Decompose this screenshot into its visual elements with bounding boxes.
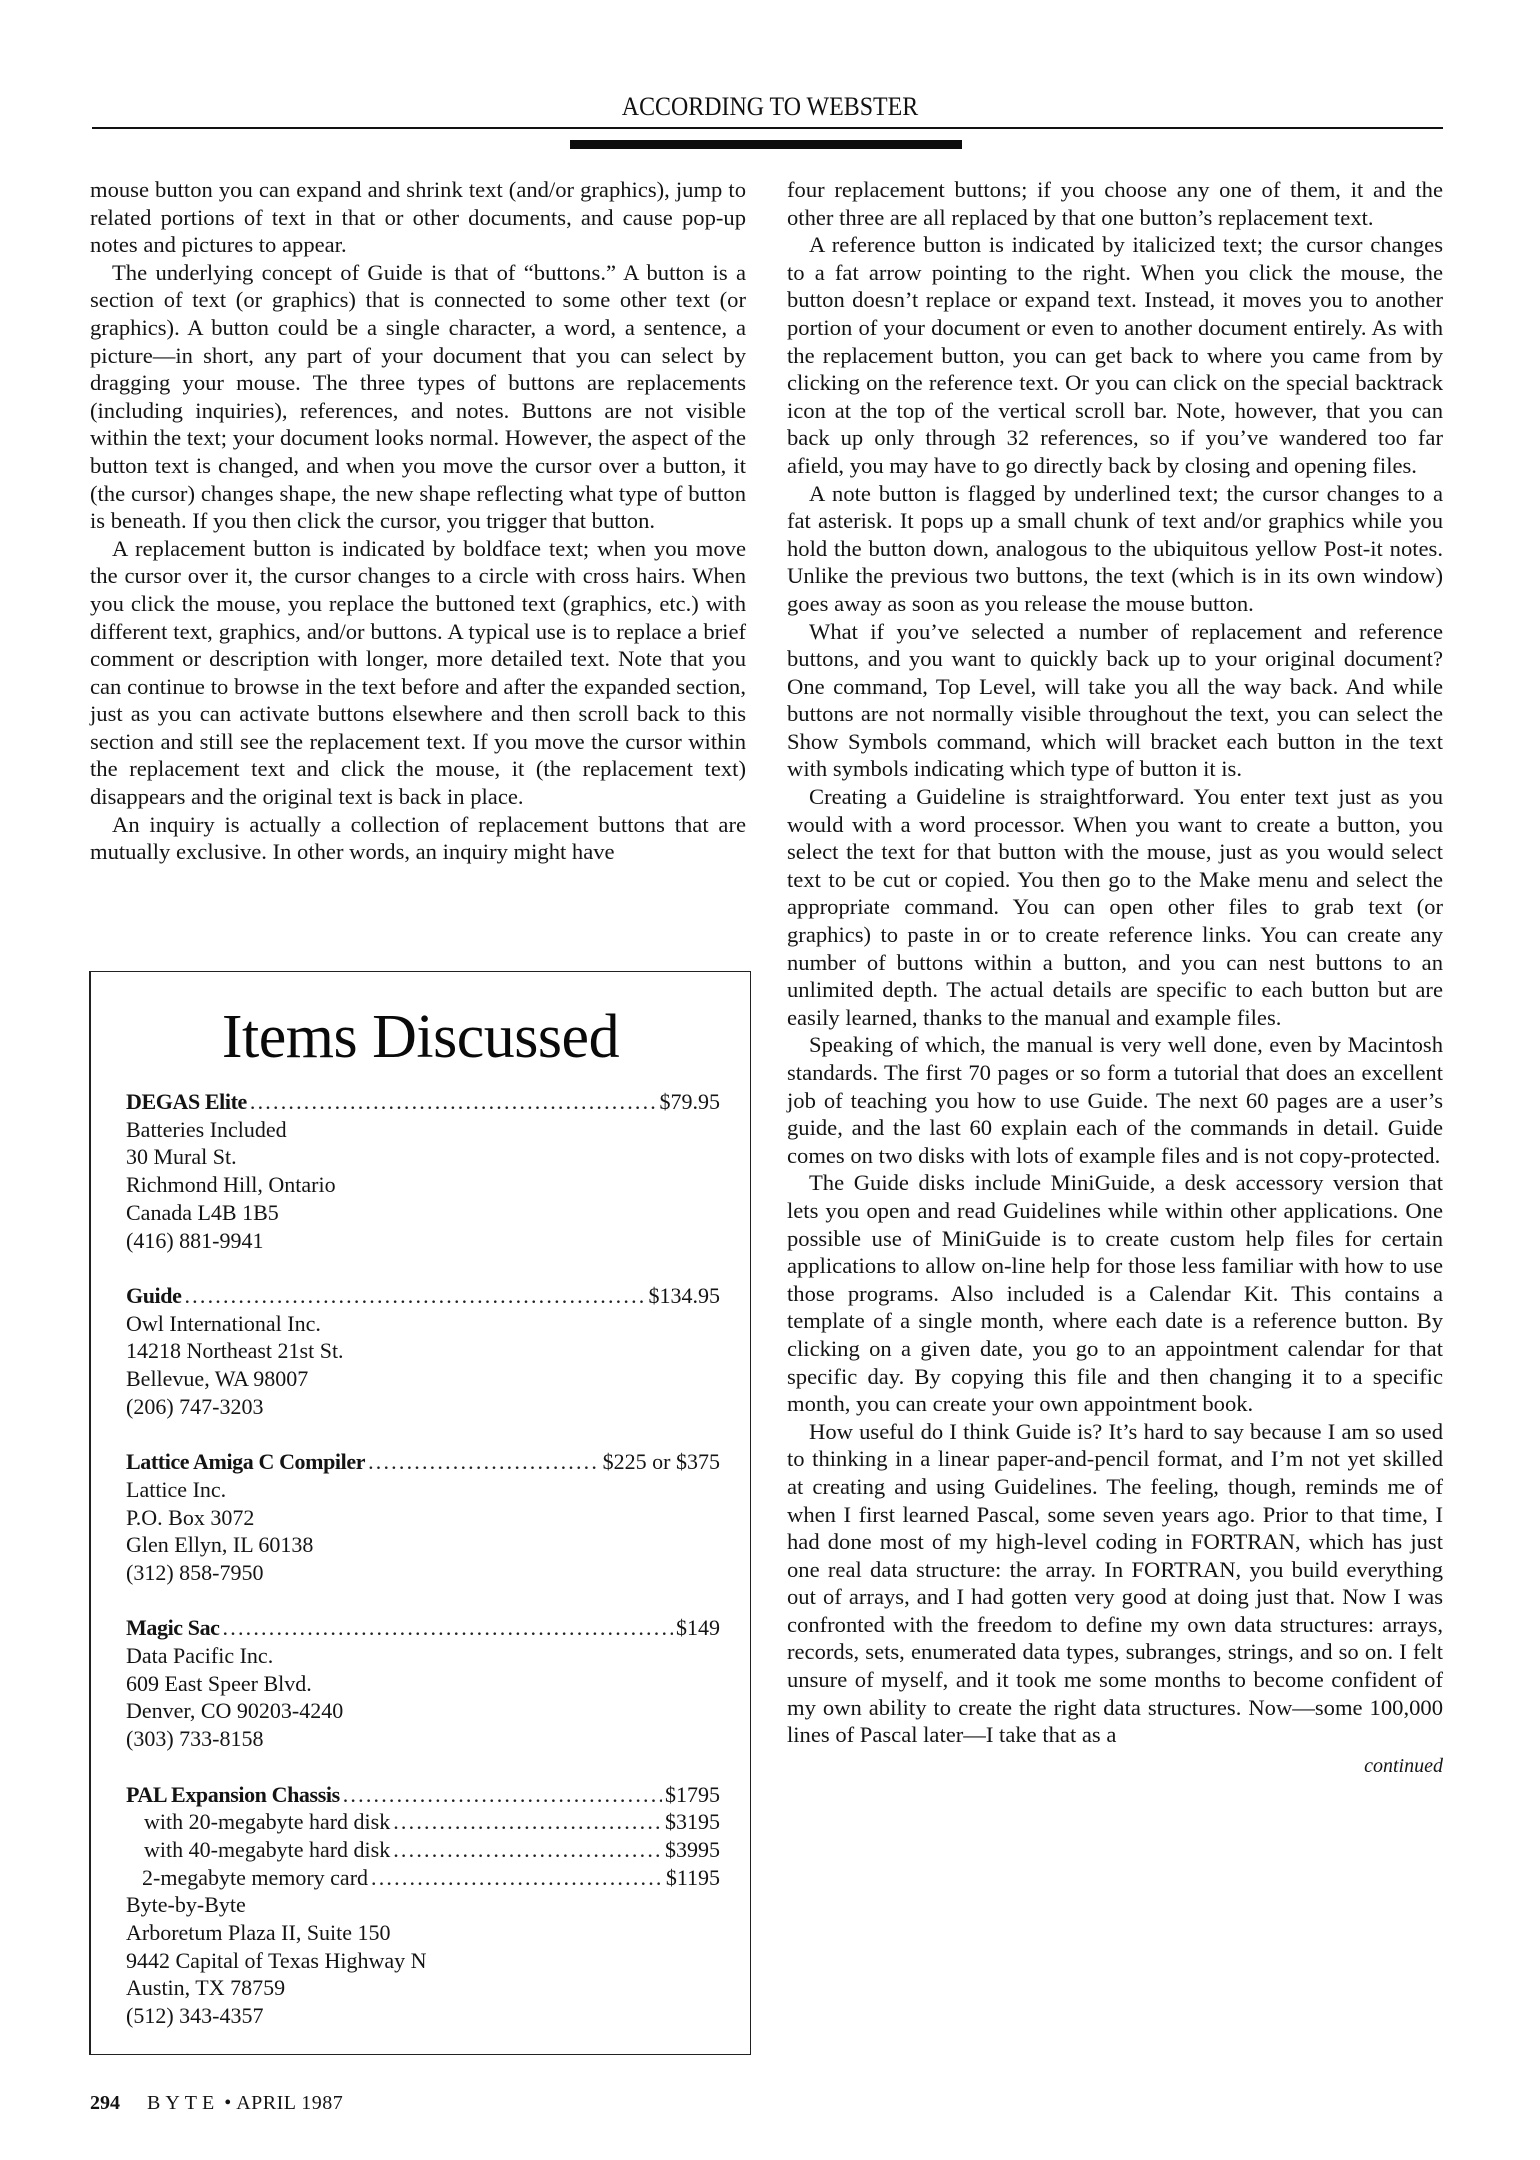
dot-leader — [371, 1864, 663, 1892]
product-name: PAL Expansion Chassis — [126, 1781, 340, 1807]
vendor-address-line: Canada L4B 1B5 — [126, 1199, 279, 1225]
article-column-left — [90, 176, 746, 866]
vendor-address-line: (512) 343-4357 — [126, 2003, 264, 2029]
dot-leader — [223, 1614, 673, 1642]
paragraph: Creating a Guideline is straightforward. You enter text just as you would with a word processor. When you want to create a button, you select the text for that button with the mouse, just as you would select text to be cut or copied. You then go to the Make menu and select the appropriate command. You can open other files to grab text (or graphics) to paste in or to create reference links. You can create any number of buttons within a button, and you can nest buttons to an unlimited depth. The actual details are specific to each button but are easily learned, thanks to the manual and example files. — [787, 784, 1443, 1030]
dot-leader — [393, 1836, 662, 1864]
vendor-address-line: Lattice Inc. — [126, 1476, 227, 1502]
option-price: $1195 — [665, 1864, 720, 1890]
vendor-address-line: Byte-by-Byte — [126, 1892, 246, 1918]
paragraph: Speaking of which, the manual is very well done, even by Macintosh standards. The first 70 pages or so form a tutorial that does an excellent job of teaching you how to use Guide. The next 60 pages are a user’s guide, and the last 60 explain each of the commands in detail. Guide comes on two disks with lots of example files and is not copy-protected. — [787, 1032, 1443, 1168]
product-price: $134.95 — [648, 1282, 720, 1308]
vendor-address-line: (312) 858-7950 — [126, 1559, 264, 1585]
product-entry — [126, 1088, 720, 1254]
header-rule — [92, 127, 1443, 129]
header-bar — [570, 140, 962, 149]
items-list — [126, 1088, 720, 2058]
option-price: $3995 — [665, 1836, 720, 1862]
issue-date: APRIL 1987 — [236, 2092, 344, 2114]
product-price: $149 — [676, 1615, 720, 1641]
option-label: with 40-megabyte hard disk — [144, 1836, 391, 1862]
product-price-line — [126, 1282, 720, 1310]
vendor-address-line: 30 Mural St. — [126, 1144, 237, 1170]
vendor-address-line: (303) 733-8158 — [126, 1726, 264, 1752]
paragraph: A note button is flagged by underlined text; the cursor changes to a fat asterisk. It pops up a small chunk of text and/or graphics while you hold the button down, analogous to the ubiquitous yellow Post-it notes. Unlike the previous two buttons, the text (which is in its own window) goes away as soon as you release the mouse button. — [787, 480, 1443, 616]
paragraph: A replacement button is indicated by boldface text; when you move the cursor over it, the cursor changes to a circle with cross hairs. When you click the mouse, you replace the buttoned text (graphics, etc.) with different text, graphics, and/or buttons. A typical use is to replace a brief comment or description with longer, more detailed text. Note that you can continue to browse in the text before and after the expanded section, just as you can activate buttons elsewhere and then scroll back to this section and still see the replacement text. If you move the cursor within the replacement text and click the mouse, it (the replacement text) disappears and the original text is back in place. — [90, 535, 746, 810]
paragraph: The Guide disks include MiniGuide, a desk accessory version that lets you open and read Guidelines while within other applications. One possible use of MiniGuide is to create custom help files for certain applications to allow on-line help for those less familiar with how to use those programs. Also included is a Calendar Kit. This contains a template of a single month, where each date is a reference button. By clicking on a given date, you go to an appointment calendar for that specific day. By copying this file and then changing it to a specific month, you can create your own appointment book. — [787, 1170, 1443, 1417]
vendor-address-line: Arboretum Plaza II, Suite 150 — [126, 1920, 391, 1946]
product-name: Lattice Amiga C Compiler — [126, 1449, 366, 1475]
product-price-line — [126, 1088, 720, 1116]
product-entry — [126, 1781, 720, 2030]
vendor-address-line: P.O. Box 3072 — [126, 1504, 255, 1530]
product-option-line — [126, 1836, 720, 1864]
dot-leader — [343, 1781, 662, 1809]
option-label: with 20-megabyte hard disk — [144, 1809, 391, 1835]
vendor-address-line: Bellevue, WA 98007 — [126, 1366, 309, 1392]
paragraph: mouse button you can expand and shrink text (and/or graphics), jump to related portions of text in that or other documents, and cause pop-up notes and pictures to appear. — [90, 177, 746, 258]
product-price: $1795 — [665, 1781, 720, 1807]
vendor-address-line: Austin, TX 78759 — [126, 1975, 286, 2001]
vendor-address-line: (206) 747-3203 — [126, 1393, 264, 1419]
paragraph: A reference button is indicated by italicized text; the cursor changes to a fat arrow pointing to the right. When you click the mouse, the button doesn’t replace or expand text. Instead, it moves you to another portion of your document or even to another document entirely. As with the replacement button, you can get back to where you came from by clicking on the reference text. Or you can click on the special backtrack icon at the top of the vertical scroll bar. Note, however, that you can back up only through 32 references, so if you’ve wandered too far afield, you may have to go directly back by closing and opening files. — [787, 232, 1443, 478]
option-price: $3195 — [665, 1809, 720, 1835]
paragraph: four replacement buttons; if you choose any one of them, it and the other three are all replaced by that one button’s replacement text. — [787, 177, 1443, 230]
product-price: $79.95 — [659, 1089, 720, 1114]
product-entry — [126, 1448, 720, 1587]
continued-label: continued — [1364, 1754, 1443, 1777]
vendor-address-line: 9442 Capital of Texas Highway N — [126, 1947, 427, 1973]
product-name: DEGAS Elite — [126, 1089, 247, 1114]
items-discussed-box — [89, 971, 751, 2055]
vendor-address-line: Owl International Inc. — [126, 1310, 321, 1336]
product-name: Guide — [126, 1282, 182, 1308]
product-price-line — [126, 1614, 720, 1642]
product-option-line — [126, 1864, 720, 1892]
vendor-address-line: (416) 881-9941 — [126, 1227, 264, 1253]
vendor-address-line: 609 East Speer Blvd. — [126, 1670, 312, 1696]
product-option-line — [126, 1808, 720, 1836]
vendor-address-line: Batteries Included — [126, 1116, 287, 1142]
footer-separator: • — [224, 2092, 232, 2114]
product-price-line — [126, 1448, 720, 1476]
product-entry — [126, 1614, 720, 1753]
vendor-address-line: Glen Ellyn, IL 60138 — [126, 1532, 314, 1558]
vendor-address-line: Data Pacific Inc. — [126, 1643, 274, 1669]
page-footer — [90, 2092, 343, 2115]
article-column-right — [787, 176, 1443, 1780]
dot-leader — [368, 1448, 600, 1476]
vendor-address-line: Denver, CO 90203-4240 — [126, 1698, 344, 1724]
paragraph: An inquiry is actually a collection of replacement buttons that are mutually exclusive. In other words, an inquiry might have — [90, 811, 746, 865]
product-price: $225 or $375 — [602, 1449, 720, 1475]
paragraph: How useful do I think Guide is? It’s hard to say because I am so used to thinking in a linear paper-and-pencil format, and I’m not yet skilled at creating and using Guidelines. The feeling, though, reminds me of when I first learned Pascal, some seven years ago. Prior to that time, I had done most of my high-level coding in FORTRAN, which has just one real data structure: the array. In FORTRAN, you build everything out of arrays, and I had gotten very good at doing just that. Now I was confronted with the freedom to define my own data structures: arrays, records, sets, enumerated data types, subranges, strings, and so on. I felt unsure of myself, and it took me some months to become confident of my own ability to create the right data structures. Now—some 100,000 lines of Pascal later—I take that as a — [787, 1418, 1443, 1748]
product-entry — [126, 1282, 720, 1421]
magazine-name: BYTE — [147, 2092, 220, 2114]
paragraph: What if you’ve selected a number of replacement and reference buttons, and you want to quickly back up to your original document? One command, Top Level, will take you all the way back. And while buttons are not normally visible throughout the text, you can select the Show Symbols command, which will bracket each button in the text with symbols indicating which type of button it is. — [787, 618, 1443, 782]
dot-leader — [393, 1808, 662, 1836]
page-number: 294 — [90, 2092, 120, 2114]
paragraph: The underlying concept of Guide is that of “buttons.” A button is a section of text (or graphics) that is connected to some other text (or graphics). A button could be a single character, a word, a sentence, a picture—in short, any part of your document that you can select by dragging your mouse. The three types of buttons are replacements (including inquiries), references, and notes. Buttons are not visible within the text; your document looks normal. However, the aspect of the button text is changed, and when you move the cursor over a button, it (the cursor) changes shape, the new shape reflecting what type of button is beneath. If you then click the cursor, you trigger that button. — [90, 259, 746, 534]
product-price-line — [126, 1781, 720, 1809]
vendor-address-line: Richmond Hill, Ontario — [126, 1172, 336, 1198]
section-title: ACCORDING TO WEBSTER — [621, 92, 919, 121]
dot-leader — [250, 1088, 657, 1116]
vendor-address-line: 14218 Northeast 21st St. — [126, 1338, 344, 1364]
option-label: 2-megabyte memory card — [142, 1864, 369, 1890]
items-discussed-title: Items Discussed — [221, 1003, 620, 1071]
product-name: Magic Sac — [126, 1615, 220, 1641]
dot-leader — [184, 1282, 645, 1310]
